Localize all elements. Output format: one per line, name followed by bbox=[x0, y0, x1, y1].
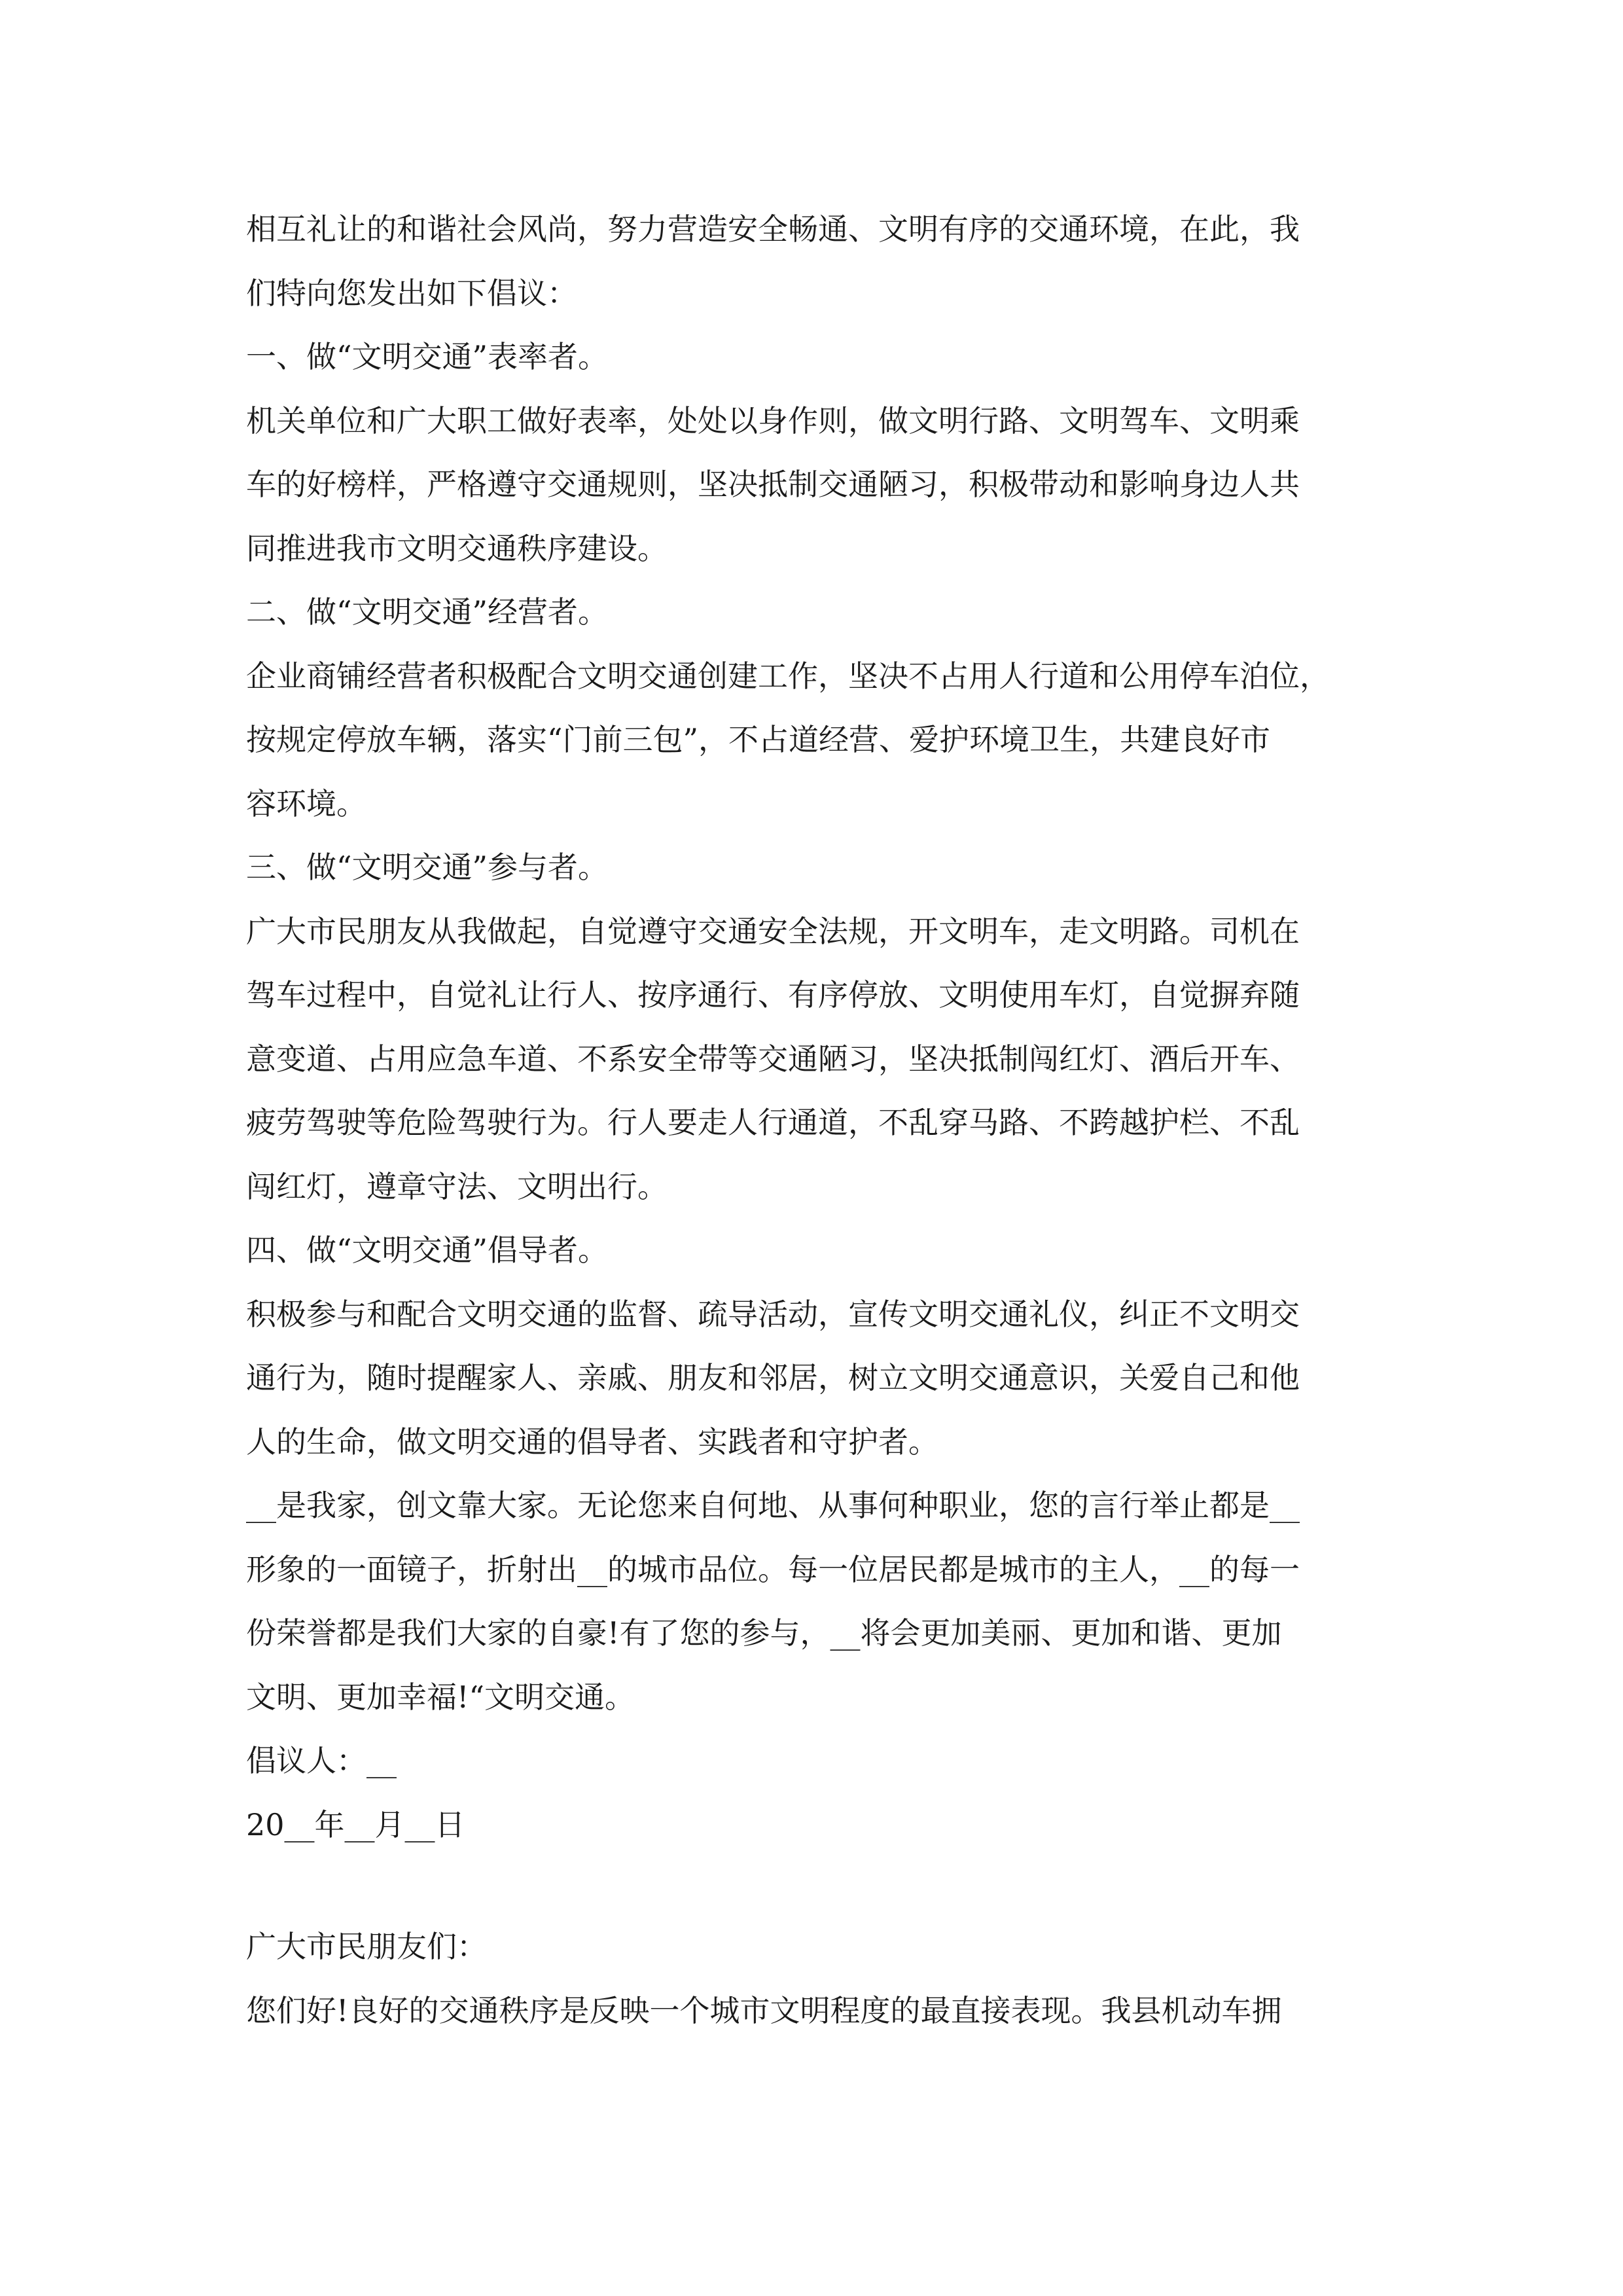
text-line: 们特向您发出如下倡议： bbox=[246, 275, 577, 311]
text-line: 形象的一面镜子，折射出__的城市品位。每一位居民都是城市的主人，__的每一 bbox=[246, 1551, 1300, 1587]
text-line: 机关单位和广大职工做好表率，处处以身作则，做文明行路、文明驾车、文明乘 bbox=[246, 403, 1300, 439]
text-line: 驾车过程中，自觉礼让行人、按序通行、有序停放、文明使用车灯，自觉摒弃随 bbox=[246, 977, 1300, 1013]
text-line: 通行为，随时提醒家人、亲戚、朋友和邻居，树立文明交通意识，关爱自己和他 bbox=[246, 1360, 1300, 1395]
text-line: 车的好榜样，严格遵守交通规则，坚决抵制交通陋习，积极带动和影响身边人共 bbox=[246, 467, 1300, 502]
section-heading-4: 四、做“文明交通”倡导者。 bbox=[246, 1232, 609, 1268]
section-heading-3: 三、做“文明交通”参与者。 bbox=[246, 850, 609, 885]
text-line: 文明、更加幸福!“文明交通。 bbox=[246, 1679, 635, 1715]
second-letter bbox=[246, 1915, 1398, 2043]
text-line: 同推进我市文明交通秩序建设。 bbox=[246, 530, 668, 566]
text-line: 按规定停放车辆，落实“门前三包”，不占道经营、爱护环境卫生，共建良好市 bbox=[246, 722, 1271, 757]
text-line: 闯红灯，遵章守法、文明出行。 bbox=[246, 1168, 668, 1204]
salutation: 广大市民朋友们： bbox=[246, 1929, 487, 1964]
text-line: 积极参与和配合文明交通的监督、疏导活动，宣传文明交通礼仪，纠正不文明交 bbox=[246, 1296, 1300, 1332]
section-heading-2: 二、做“文明交通”经营者。 bbox=[246, 594, 609, 630]
section-heading-1: 一、做“文明交通”表率者。 bbox=[246, 339, 609, 374]
signatory-line: 倡议人：__ bbox=[246, 1743, 397, 1778]
text-line: 份荣誉都是我们大家的自豪!有了您的参与，__将会更加美丽、更加和谐、更加 bbox=[246, 1615, 1282, 1651]
text-line: 疲劳驾驶等危险驾驶行为。行人要走人行通道，不乱穿马路、不跨越护栏、不乱 bbox=[246, 1105, 1300, 1140]
text-line: __是我家，创文靠大家。无论您来自何地、从事何种职业，您的言行举止都是__ bbox=[246, 1488, 1300, 1523]
text-line: 人的生命，做文明交通的倡导者、实践者和守护者。 bbox=[246, 1424, 938, 1460]
proposal-body bbox=[246, 198, 1398, 1857]
text-line: 企业商铺经营者积极配合文明交通创建工作，坚决不占用人行道和公用停车泊位， bbox=[246, 658, 1330, 694]
text-line: 相互礼让的和谐社会风尚，努力营造安全畅通、文明有序的交通环境，在此，我 bbox=[246, 211, 1300, 247]
text-line: 容环境。 bbox=[246, 785, 366, 821]
text-line: 您们好!良好的交通秩序是反映一个城市文明程度的最直接表现。我县机动车拥 bbox=[246, 1992, 1282, 2028]
text-line: 意变道、占用应急车道、不系安全带等交通陋习，坚决抵制闯红灯、酒后开车、 bbox=[246, 1041, 1300, 1077]
text-line: 广大市民朋友从我做起，自觉遵守交通安全法规，开文明车，走文明路。司机在 bbox=[246, 913, 1300, 949]
date-line: 20__年__月__日 bbox=[246, 1806, 465, 1842]
